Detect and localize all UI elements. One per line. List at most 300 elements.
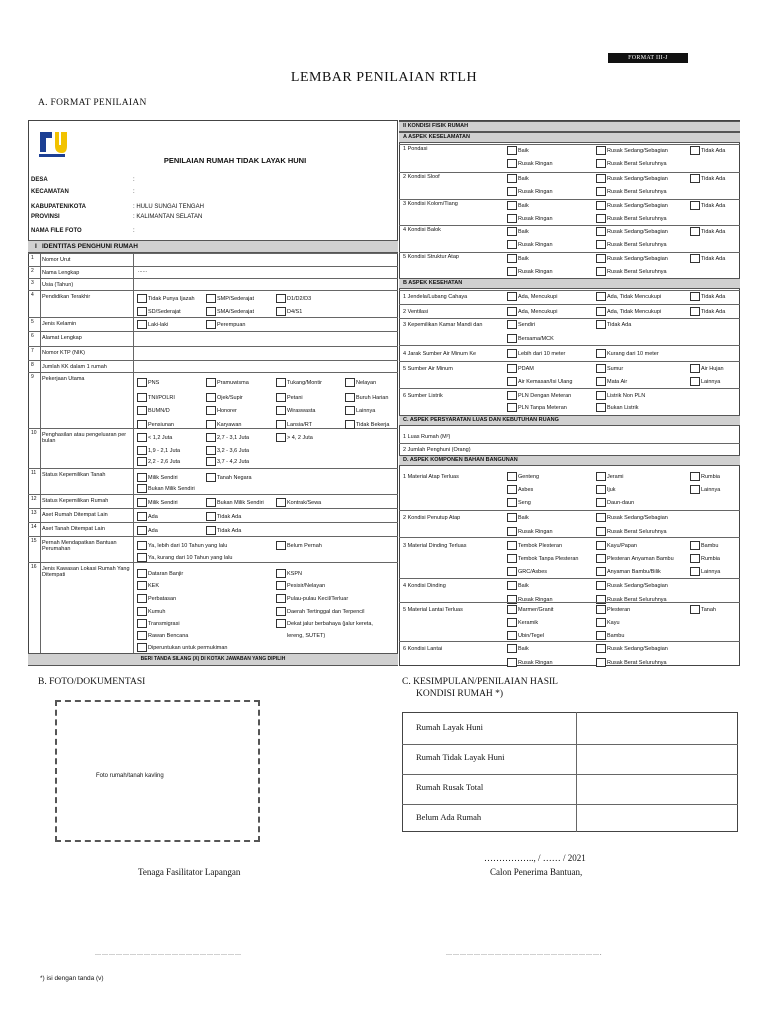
bantuan-opt-checkbox[interactable]: [137, 541, 147, 550]
item-label: 4 Jarak Sumber Air Minum Ke: [403, 351, 477, 357]
location-label: DESA: [31, 177, 48, 183]
kondisi-opt-checkbox[interactable]: [690, 201, 700, 210]
pendidikan-opt-label: D4/S1: [287, 309, 303, 315]
location-value: :: [133, 189, 135, 195]
atap-opt-label: Lainnya: [701, 487, 721, 493]
photo-placeholder-box[interactable]: [55, 700, 260, 842]
listrik-opt-checkbox[interactable]: [596, 391, 606, 400]
location-value: : HULU SUNGAI TENGAH: [133, 204, 204, 210]
kondisi-opt-label: Tidak Ada: [701, 229, 726, 235]
lantai-kondisi-opt-label: Rusak Sedang/Sebagian: [607, 646, 668, 652]
row-label: Pendidikan Terakhir: [42, 294, 91, 300]
lantai-kondisi-opt-checkbox[interactable]: [596, 644, 606, 653]
penghasilan-opt-checkbox[interactable]: [276, 433, 286, 442]
bantuan-opt-label: Ya, kurang dari 10 Tahun yang lalu: [148, 555, 233, 561]
conclusion-option[interactable]: Rumah Rusak Total: [416, 782, 484, 792]
pekerjaan-opt-checkbox[interactable]: [137, 393, 147, 402]
logo-icon: [35, 126, 69, 160]
kondisi-opt-label: Rusak Sedang/Sebagian: [607, 203, 668, 209]
tanah-opt-checkbox[interactable]: [206, 473, 216, 482]
dinding-opt-checkbox[interactable]: [507, 567, 517, 576]
kondisi-opt-label: Tidak Ada: [701, 176, 726, 182]
kondisi-opt-checkbox[interactable]: [507, 159, 517, 168]
dinding-opt-checkbox[interactable]: [596, 541, 606, 550]
pekerjaan-opt-label: Tidak Bekerja: [356, 422, 390, 428]
kondisi-opt-label: Tidak Ada: [701, 148, 726, 154]
kelamin-opt-checkbox[interactable]: [137, 320, 147, 329]
atap-opt-checkbox[interactable]: [690, 472, 700, 481]
item-label: 4 Kondisi Balok: [403, 227, 441, 233]
listrik-opt-label: PLN Tanpa Meteran: [518, 405, 567, 411]
kawasan-opt-label: Kumuh: [148, 609, 166, 615]
item-label: 2 Kondisi Penutup Atap: [403, 515, 461, 521]
kondisi-opt-label: Rusak Ringan: [518, 269, 553, 275]
penghasilan-opt-label: > 4, 2 Juta: [287, 435, 313, 441]
air-opt-checkbox[interactable]: [690, 364, 700, 373]
instruction-text: BERI TANDA SILANG (X) DI KOTAK JAWABAN YANG DIPILIH: [140, 656, 286, 662]
pekerjaan-opt-label: Buruh Harian: [356, 395, 389, 401]
kawasan-opt-checkbox[interactable]: [137, 581, 147, 590]
kawasan-opt-label: Pesisir/Nelayan: [287, 583, 326, 589]
kondisi-opt-checkbox[interactable]: [507, 240, 517, 249]
kondisi-opt-label: Rusak Sedang/Sebagian: [607, 148, 668, 154]
row-number: 1: [31, 255, 34, 261]
pendidikan-opt-checkbox[interactable]: [137, 294, 147, 303]
ventilasi-opt-label: Tidak Ada: [701, 309, 726, 315]
row-number: 6: [31, 333, 34, 339]
penghasilan-opt-checkbox[interactable]: [137, 446, 147, 455]
atap-opt-checkbox[interactable]: [507, 472, 517, 481]
row-number: 14: [31, 524, 37, 530]
air-opt-checkbox[interactable]: [596, 377, 606, 386]
pekerjaan-opt-checkbox[interactable]: [276, 393, 286, 402]
kondisi-opt-checkbox[interactable]: [507, 201, 517, 210]
row-number: 10: [31, 430, 37, 436]
item-label: 3 Material Dinding Terluas: [403, 543, 467, 549]
lantai-opt-label: Kayu: [607, 620, 620, 626]
kawasan-opt-checkbox[interactable]: [276, 607, 286, 616]
pekerjaan-opt-checkbox[interactable]: [345, 420, 355, 429]
tanah-opt-checkbox[interactable]: [137, 484, 147, 493]
jarak-opt-checkbox[interactable]: [596, 349, 606, 358]
lantai-opt-label: Marmer/Granit: [518, 607, 554, 613]
kawasan-opt-checkbox[interactable]: [137, 607, 147, 616]
kondisi-opt-checkbox[interactable]: [596, 159, 606, 168]
pekerjaan-opt-checkbox[interactable]: [345, 378, 355, 387]
dinding-opt-checkbox[interactable]: [596, 554, 606, 563]
kondisi-opt-checkbox[interactable]: [596, 201, 606, 210]
conclusion-option[interactable]: Rumah Layak Huni: [416, 722, 484, 732]
kondisi-opt-checkbox[interactable]: [507, 146, 517, 155]
aset-tanah-opt-label: Ada: [148, 528, 158, 534]
kawasan-opt-label: Diperuntukan untuk permukiman: [148, 645, 228, 651]
lantai-opt-label: Tanah: [701, 607, 716, 613]
penghasilan-opt-label: 1,9 - 2,1 Juta: [148, 448, 181, 454]
lantai-kondisi-opt-checkbox[interactable]: [596, 658, 606, 667]
atap-opt-checkbox[interactable]: [596, 498, 606, 507]
penghasilan-opt-checkbox[interactable]: [206, 433, 216, 442]
kondisi-opt-checkbox[interactable]: [596, 187, 606, 196]
lantai-opt-label: Ubin/Tegel: [518, 633, 544, 639]
bantuan-opt-checkbox[interactable]: [276, 541, 286, 550]
location-value: :: [133, 177, 135, 183]
pendidikan-opt-label: SMP/Sederajat: [217, 296, 254, 302]
rumah-opt-label: Milik Sendiri: [148, 500, 178, 506]
pendidikan-opt-label: SMA/Sederajat: [217, 309, 254, 315]
signature-line-right[interactable]: ………………………………………………………….: [446, 951, 603, 957]
item-label: 2 Ventilasi: [403, 309, 429, 315]
pendidikan-opt-checkbox[interactable]: [206, 307, 216, 316]
lantai-kondisi-opt-label: Rusak Berat Seluruhnya: [607, 660, 667, 666]
dinding-opt-checkbox[interactable]: [690, 567, 700, 576]
kawasan-opt-label: Transmigrasi: [148, 621, 180, 627]
jarak-opt-label: Kurang dari 10 meter: [607, 351, 659, 357]
kawasan-opt-checkbox[interactable]: [276, 594, 286, 603]
kondisi-opt-checkbox[interactable]: [596, 146, 606, 155]
pekerjaan-opt-checkbox[interactable]: [206, 378, 216, 387]
dinding-kondisi-opt-label: Rusak Berat Seluruhnya: [607, 597, 667, 603]
atap-kondisi-opt-checkbox[interactable]: [596, 513, 606, 522]
lantai-opt-checkbox[interactable]: [507, 618, 517, 627]
kondisi-opt-label: Rusak Berat Seluruhnya: [607, 242, 667, 248]
pekerjaan-opt-label: Karyawan: [217, 422, 242, 428]
item-label: 3 Kepemilikan Kamar Mandi dan: [403, 322, 483, 328]
kamar-opt-checkbox[interactable]: [596, 320, 606, 329]
item-label: 2 Kondisi Sloof: [403, 174, 440, 180]
aset-rumah-opt-checkbox[interactable]: [137, 512, 147, 521]
listrik-opt-label: Listrik Non PLN: [607, 393, 646, 399]
pekerjaan-opt-checkbox[interactable]: [206, 420, 216, 429]
section-a-heading: A. FORMAT PENILAIAN: [38, 98, 147, 108]
air-opt-checkbox[interactable]: [690, 377, 700, 386]
penghasilan-opt-checkbox[interactable]: [137, 433, 147, 442]
item-label: 2 Jumlah Penghuni (Orang): [403, 447, 471, 453]
dinding-opt-checkbox[interactable]: [507, 541, 517, 550]
row-label: Aset Tanah Ditempat Lain: [42, 526, 105, 532]
atap-kondisi-opt-label: Baik: [518, 515, 529, 521]
penghasilan-opt-label: 2,2 - 2,6 Juta: [148, 459, 181, 465]
dinding-opt-label: Rumbia: [701, 556, 720, 562]
aspect-b-title: B ASPEK KESEHATAN: [403, 280, 463, 286]
listrik-opt-checkbox[interactable]: [507, 403, 517, 412]
section-b-heading: B. FOTO/DOKUMENTASI: [38, 677, 146, 687]
kelamin-opt-checkbox[interactable]: [206, 320, 216, 329]
kondisi-opt-label: Baik: [518, 203, 529, 209]
kondisi-opt-label: Baik: [518, 148, 529, 154]
kawasan-opt-checkbox[interactable]: [137, 594, 147, 603]
ventilasi-opt-checkbox[interactable]: [690, 307, 700, 316]
kondisi-opt-checkbox[interactable]: [690, 227, 700, 236]
rumah-opt-checkbox[interactable]: [137, 498, 147, 507]
cahaya-opt-checkbox[interactable]: [507, 292, 517, 301]
pekerjaan-opt-checkbox[interactable]: [206, 393, 216, 402]
listrik-opt-checkbox[interactable]: [507, 391, 517, 400]
kamar-opt-checkbox[interactable]: [507, 334, 517, 343]
kondisi-opt-label: Baik: [518, 176, 529, 182]
ventilasi-opt-checkbox[interactable]: [507, 307, 517, 316]
kondisi-opt-checkbox[interactable]: [596, 267, 606, 276]
kondisi-opt-checkbox[interactable]: [690, 146, 700, 155]
aset-rumah-opt-checkbox[interactable]: [206, 512, 216, 521]
rumah-opt-label: Bukan Milik Sendiri: [217, 500, 264, 506]
rumah-opt-checkbox[interactable]: [276, 498, 286, 507]
rumah-opt-checkbox[interactable]: [206, 498, 216, 507]
kondisi-opt-label: Rusak Berat Seluruhnya: [607, 216, 667, 222]
penghasilan-opt-checkbox[interactable]: [137, 457, 147, 466]
bantuan-opt-checkbox[interactable]: [137, 553, 147, 562]
kondisi-opt-checkbox[interactable]: [596, 214, 606, 223]
kondisi-opt-checkbox[interactable]: [507, 174, 517, 183]
kamar-opt-label: Bersama/MCK: [518, 336, 554, 342]
kawasan-opt-checkbox[interactable]: [137, 619, 147, 628]
dinding-opt-checkbox[interactable]: [690, 554, 700, 563]
air-opt-label: Air Hujan: [701, 366, 724, 372]
lantai-opt-checkbox[interactable]: [596, 605, 606, 614]
kondisi-opt-checkbox[interactable]: [596, 227, 606, 236]
signer-right-label: Calon Penerima Bantuan,: [490, 867, 583, 877]
item-label: 1 Luas Rumah (M²): [403, 434, 451, 440]
item-label: 4 Kondisi Dinding: [403, 583, 446, 589]
pekerjaan-opt-checkbox[interactable]: [276, 420, 286, 429]
row-label: Pekerjaan Utama: [42, 376, 85, 382]
signer-left-label: Tenaga Fasilitator Lapangan: [138, 867, 241, 877]
row-label: Nomor Urut: [42, 257, 71, 263]
kondisi-opt-checkbox[interactable]: [507, 254, 517, 263]
atap-opt-label: Seng: [518, 500, 531, 506]
aspect-c-title: C. ASPEK PERSYARATAN LUAS DAN KEBUTUHAN RUANG: [403, 417, 559, 423]
kondisi-opt-label: Tidak Ada: [701, 203, 726, 209]
row-label: Usia (Tahun): [42, 282, 74, 288]
dinding-kondisi-opt-checkbox[interactable]: [507, 581, 517, 590]
form-title: PENILAIAN RUMAH TIDAK LAYAK HUNI: [163, 156, 307, 165]
kamar-opt-label: Sendiri: [518, 322, 536, 328]
row-number: 16: [31, 564, 37, 570]
atap-opt-checkbox[interactable]: [507, 498, 517, 507]
pendidikan-opt-label: Tidak Punya Ijazah: [148, 296, 195, 302]
air-opt-checkbox[interactable]: [507, 377, 517, 386]
aset-tanah-opt-checkbox[interactable]: [137, 526, 147, 535]
kawasan-opt-label: KEK: [148, 583, 160, 589]
kamar-opt-checkbox[interactable]: [507, 320, 517, 329]
section-c-subheading: KONDISI RUMAH *): [416, 689, 504, 699]
row-number: 4: [31, 292, 34, 298]
kondisi-opt-checkbox[interactable]: [596, 240, 606, 249]
penghasilan-opt-label: 3,7 - 4,2 Juta: [217, 459, 250, 465]
lantai-kondisi-opt-label: Baik: [518, 646, 529, 652]
lantai-opt-label: Bambu: [607, 633, 625, 639]
nama-value: ......: [138, 268, 148, 274]
lantai-opt-checkbox[interactable]: [690, 605, 700, 614]
atap-kondisi-opt-checkbox[interactable]: [507, 513, 517, 522]
item-label: 1 Jendela/Lubang Cahaya: [403, 294, 468, 300]
pekerjaan-opt-label: Lainnya: [356, 408, 376, 414]
row-label: Jumlah KK dalam 1 rumah: [42, 364, 107, 370]
atap-opt-checkbox[interactable]: [596, 472, 606, 481]
kondisi-opt-checkbox[interactable]: [507, 267, 517, 276]
penghasilan-opt-checkbox[interactable]: [206, 457, 216, 466]
row-label: Penghasilan atau pengeluaran per bulan: [42, 432, 127, 444]
kawasan-opt-checkbox[interactable]: [276, 569, 286, 578]
atap-kondisi-opt-label: Rusak Berat Seluruhnya: [607, 529, 667, 535]
kondisi-opt-label: Rusak Ringan: [518, 216, 553, 222]
kamar-opt-label: Tidak Ada: [607, 322, 632, 328]
kawasan-opt-checkbox[interactable]: [276, 619, 286, 628]
kondisi-opt-label: Rusak Sedang/Sebagian: [607, 176, 668, 182]
pekerjaan-opt-label: Lansia/RT: [287, 422, 312, 428]
kawasan-opt-checkbox[interactable]: [137, 569, 147, 578]
pekerjaan-opt-label: Ojek/Supir: [217, 395, 243, 401]
pekerjaan-opt-label: Pramuwisma: [217, 380, 249, 386]
tanah-opt-label: Milik Sendiri: [148, 475, 178, 481]
signature-line-left[interactable]: ………………………………………………………: [95, 951, 242, 957]
atap-opt-label: Asbes: [518, 487, 534, 493]
kondisi-opt-checkbox[interactable]: [507, 187, 517, 196]
pekerjaan-opt-label: BUMN/D: [148, 408, 170, 414]
pendidikan-opt-checkbox[interactable]: [137, 307, 147, 316]
identitas-title: IDENTITAS PENGHUNI RUMAH: [42, 243, 138, 250]
conclusion-option[interactable]: Rumah Tidak Layak Huni: [416, 752, 505, 762]
dinding-opt-label: Anyaman Bambu/Bilik: [607, 569, 661, 575]
kondisi-opt-checkbox[interactable]: [507, 227, 517, 236]
jarak-opt-checkbox[interactable]: [507, 349, 517, 358]
kawasan-opt-checkbox[interactable]: [276, 581, 286, 590]
atap-kondisi-opt-checkbox[interactable]: [596, 527, 606, 536]
aset-rumah-opt-label: Tidak Ada: [217, 514, 242, 520]
row-number: 3: [31, 280, 34, 286]
kawasan-opt-checkbox[interactable]: [137, 631, 147, 640]
lantai-opt-checkbox[interactable]: [507, 605, 517, 614]
section-ii-title: II KONDISI FISIK RUMAH: [403, 123, 469, 129]
ventilasi-opt-label: Ada, Mencukupi: [518, 309, 558, 315]
item-label: 3 Kondisi Kolom/Tiang: [403, 201, 458, 207]
kelamin-opt-label: Laki-laki: [148, 322, 169, 328]
ventilasi-opt-checkbox[interactable]: [596, 307, 606, 316]
pendidikan-opt-checkbox[interactable]: [206, 294, 216, 303]
air-opt-checkbox[interactable]: [596, 364, 606, 373]
row-number: 7: [31, 348, 34, 354]
conclusion-option[interactable]: Belum Ada Rumah: [416, 812, 482, 822]
air-opt-label: Mata Air: [607, 379, 628, 385]
kondisi-opt-checkbox[interactable]: [596, 254, 606, 263]
pekerjaan-opt-checkbox[interactable]: [137, 378, 147, 387]
pekerjaan-opt-checkbox[interactable]: [276, 406, 286, 415]
atap-opt-label: Jerami: [607, 474, 624, 480]
date-line[interactable]: …………….., / …… / 2021: [484, 853, 586, 863]
pekerjaan-opt-label: Wiraswasta: [287, 408, 316, 414]
pendidikan-opt-label: SD/Sederajat: [148, 309, 181, 315]
kondisi-opt-label: Tidak Ada: [701, 256, 726, 262]
row-label: Aset Rumah Ditempat Lain: [42, 512, 108, 518]
lantai-opt-checkbox[interactable]: [596, 631, 606, 640]
dinding-opt-label: GRC/Asbes: [518, 569, 548, 575]
dinding-kondisi-opt-label: Rusak Ringan: [518, 597, 553, 603]
air-opt-checkbox[interactable]: [507, 364, 517, 373]
item-label: 1 Pondasi: [403, 146, 428, 152]
kondisi-opt-label: Rusak Berat Seluruhnya: [607, 269, 667, 275]
aset-tanah-opt-checkbox[interactable]: [206, 526, 216, 535]
aset-rumah-opt-label: Ada: [148, 514, 158, 520]
dinding-opt-checkbox[interactable]: [507, 554, 517, 563]
tanah-opt-checkbox[interactable]: [137, 473, 147, 482]
aspect-d-title: D. ASPEK KOMPONEN BAHAN BANGUNAN: [403, 457, 518, 463]
cahaya-opt-label: Tidak Ada: [701, 294, 726, 300]
pekerjaan-opt-label: Tukang/Montir: [287, 380, 322, 386]
location-label: PROVINSI: [31, 214, 60, 220]
footnote: *) isi dengan tanda (v): [40, 975, 104, 982]
pekerjaan-opt-checkbox[interactable]: [345, 393, 355, 402]
kondisi-opt-label: Rusak Berat Seluruhnya: [607, 161, 667, 167]
dinding-opt-checkbox[interactable]: [596, 567, 606, 576]
kondisi-opt-label: Rusak Ringan: [518, 242, 553, 248]
kondisi-opt-checkbox[interactable]: [690, 174, 700, 183]
cahaya-opt-checkbox[interactable]: [596, 292, 606, 301]
lantai-kondisi-opt-checkbox[interactable]: [507, 644, 517, 653]
pekerjaan-opt-checkbox[interactable]: [137, 406, 147, 415]
air-opt-label: Lainnya: [701, 379, 721, 385]
atap-opt-checkbox[interactable]: [596, 485, 606, 494]
pekerjaan-opt-label: PNS: [148, 380, 160, 386]
item-label: 1 Material Atap Terluas: [403, 474, 459, 480]
kawasan-opt-label: Rawan Bencana: [148, 633, 189, 639]
pekerjaan-opt-label: Honorer: [217, 408, 237, 414]
pekerjaan-opt-checkbox[interactable]: [276, 378, 286, 387]
kondisi-opt-checkbox[interactable]: [507, 214, 517, 223]
lantai-opt-checkbox[interactable]: [596, 618, 606, 627]
dinding-kondisi-opt-checkbox[interactable]: [596, 581, 606, 590]
kondisi-opt-checkbox[interactable]: [690, 254, 700, 263]
identitas-no: I: [35, 243, 37, 250]
kawasan-opt-label: Perbatasan: [148, 596, 177, 602]
row-label: Alamat Lengkap: [42, 335, 82, 341]
kawasan-opt-label: lereng, SUTET): [287, 633, 326, 639]
aspect-a-title: A ASPEK KESELAMATAN: [403, 134, 470, 140]
kawasan-opt-checkbox[interactable]: [137, 643, 147, 652]
tanah-opt-label: Bukan Milik Sendiri: [148, 486, 195, 492]
row-label: Status Kepemilikan Tanah: [42, 472, 106, 478]
dinding-opt-label: Tembok Tanpa Plesteran: [518, 556, 579, 562]
row-number: 5: [31, 319, 34, 325]
pekerjaan-opt-checkbox[interactable]: [206, 406, 216, 415]
pekerjaan-opt-checkbox[interactable]: [345, 406, 355, 415]
cahaya-opt-checkbox[interactable]: [690, 292, 700, 301]
row-label: Nomor KTP (NIK): [42, 350, 85, 356]
kawasan-opt-label: Daerah Tertinggal dan Terpencil: [287, 609, 365, 615]
aset-tanah-opt-label: Tidak Ada: [217, 528, 242, 534]
atap-opt-label: Rumbia: [701, 474, 720, 480]
pendidikan-opt-checkbox[interactable]: [276, 307, 286, 316]
dinding-opt-checkbox[interactable]: [690, 541, 700, 550]
penghasilan-opt-checkbox[interactable]: [206, 446, 216, 455]
dinding-opt-label: Plesteran Anyaman Bambu: [607, 556, 674, 562]
lantai-opt-checkbox[interactable]: [507, 631, 517, 640]
page-title: LEMBAR PENILAIAN RTLH: [290, 70, 478, 85]
kondisi-opt-label: Rusak Ringan: [518, 161, 553, 167]
kondisi-opt-checkbox[interactable]: [596, 174, 606, 183]
atap-opt-checkbox[interactable]: [690, 485, 700, 494]
pendidikan-opt-label: D1/D2/D3: [287, 296, 312, 302]
lantai-opt-label: Keramik: [518, 620, 539, 626]
kawasan-opt-label: Dataran Banjir: [148, 571, 184, 577]
lantai-kondisi-opt-checkbox[interactable]: [507, 658, 517, 667]
atap-opt-checkbox[interactable]: [507, 485, 517, 494]
pendidikan-opt-checkbox[interactable]: [276, 294, 286, 303]
kawasan-opt-label: KSPN: [287, 571, 302, 577]
listrik-opt-checkbox[interactable]: [596, 403, 606, 412]
atap-kondisi-opt-checkbox[interactable]: [507, 527, 517, 536]
row-label: Nama Lengkap: [42, 270, 80, 276]
pekerjaan-opt-checkbox[interactable]: [137, 420, 147, 429]
atap-opt-label: Genteng: [518, 474, 540, 480]
